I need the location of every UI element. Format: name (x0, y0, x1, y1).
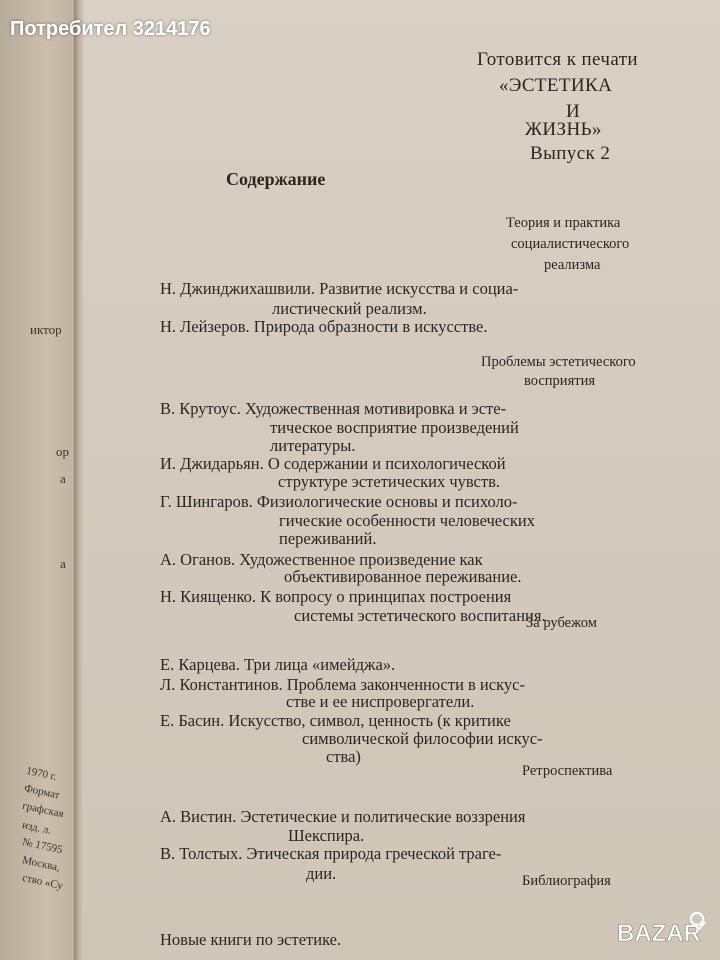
entry-line: В. Крутоус. Художественная мотивировка и эсте- (160, 399, 507, 418)
entry-line: переживаний. (279, 529, 377, 548)
section-heading: реализма (544, 257, 601, 273)
entry-line: тическое восприятие произведений (270, 418, 519, 437)
left-page (0, 0, 78, 960)
entry-line: листический реализм. (272, 299, 427, 318)
bazar-logo-text: BAZAR (617, 920, 701, 947)
entry-line: Е. Карцева. Три лица «имейджа». (160, 655, 396, 674)
entry-line: символической философии искус- (302, 729, 543, 748)
entry-line: А. Вистин. Эстетические и политические воззрения (160, 807, 526, 826)
left-page-text: Москва, (21, 854, 62, 874)
entry-line: Н. Киященко. К вопросу о принципах построения (160, 587, 512, 606)
entry-line: И. Джидарьян. О содержании и психологической (160, 454, 506, 473)
left-page-text: иктор (30, 322, 62, 337)
entry-line: ства) (326, 747, 361, 766)
left-page-text: ство «Су (21, 871, 64, 893)
section-heading: восприятия (524, 373, 595, 389)
left-page-text: графская (21, 799, 65, 821)
entry-line: В. Толстых. Этическая природа греческой траге- (160, 844, 502, 863)
entry-line: гические особенности человеческих (279, 511, 535, 530)
entry-line: стве и ее ниспровергатели. (286, 692, 475, 711)
section-heading: Проблемы эстетического (481, 354, 636, 370)
contents-title: Содержание (226, 169, 326, 189)
book-page (84, 0, 720, 960)
header-line: И (566, 101, 581, 122)
left-page-text: № 17595 (21, 835, 64, 857)
entry-line: дии. (306, 864, 337, 883)
entry-line: структуре эстетических чувств. (278, 472, 501, 491)
left-page-text: ор (56, 444, 69, 459)
section-heading: За рубежом (526, 615, 597, 631)
section-heading: Ретроспектива (522, 763, 613, 779)
entry-line: Л. Константинов. Проблема законченности в искус- (160, 675, 525, 694)
bazar-logo (613, 911, 715, 951)
section-heading: Библиография (522, 873, 611, 889)
book-gutter (74, 0, 84, 960)
left-page-text: 1970 г. (25, 764, 58, 784)
header-line: «ЭСТЕТИКА (499, 75, 613, 96)
entry-line: литературы. (270, 436, 356, 455)
entry-line: А. Оганов. Художественное произведение как (160, 550, 483, 569)
entry-line: системы эстетического воспитания. (294, 606, 546, 625)
left-page-text: а (60, 556, 66, 571)
entry-line: Г. Шингаров. Физиологические основы и психоло- (160, 492, 518, 511)
entry-line: Н. Джинджихашвили. Развитие искусства и социа- (160, 279, 519, 298)
entry-line: Н. Лейзеров. Природа образности в искусстве. (160, 317, 488, 336)
entry-line: Шекспира. (288, 826, 365, 845)
left-page-text: Формат (23, 782, 61, 802)
header-line: Готовится к печати (477, 49, 638, 70)
entry-line: объективированное переживание. (284, 567, 522, 586)
entry-line: Е. Басин. Искусство, символ, ценность (к критике (160, 711, 511, 730)
section-heading: социалистического (511, 236, 630, 252)
left-page-text: а (60, 471, 66, 486)
entry-line: Новые книги по эстетике. (160, 930, 342, 949)
header-line: ЖИЗНЬ» (525, 119, 602, 140)
section-heading: Теория и практика (506, 215, 621, 231)
header-line: Выпуск 2 (530, 143, 611, 164)
watermark-username: Потребител 3214176 (10, 18, 211, 40)
left-page-text: изд. л. (21, 819, 53, 837)
